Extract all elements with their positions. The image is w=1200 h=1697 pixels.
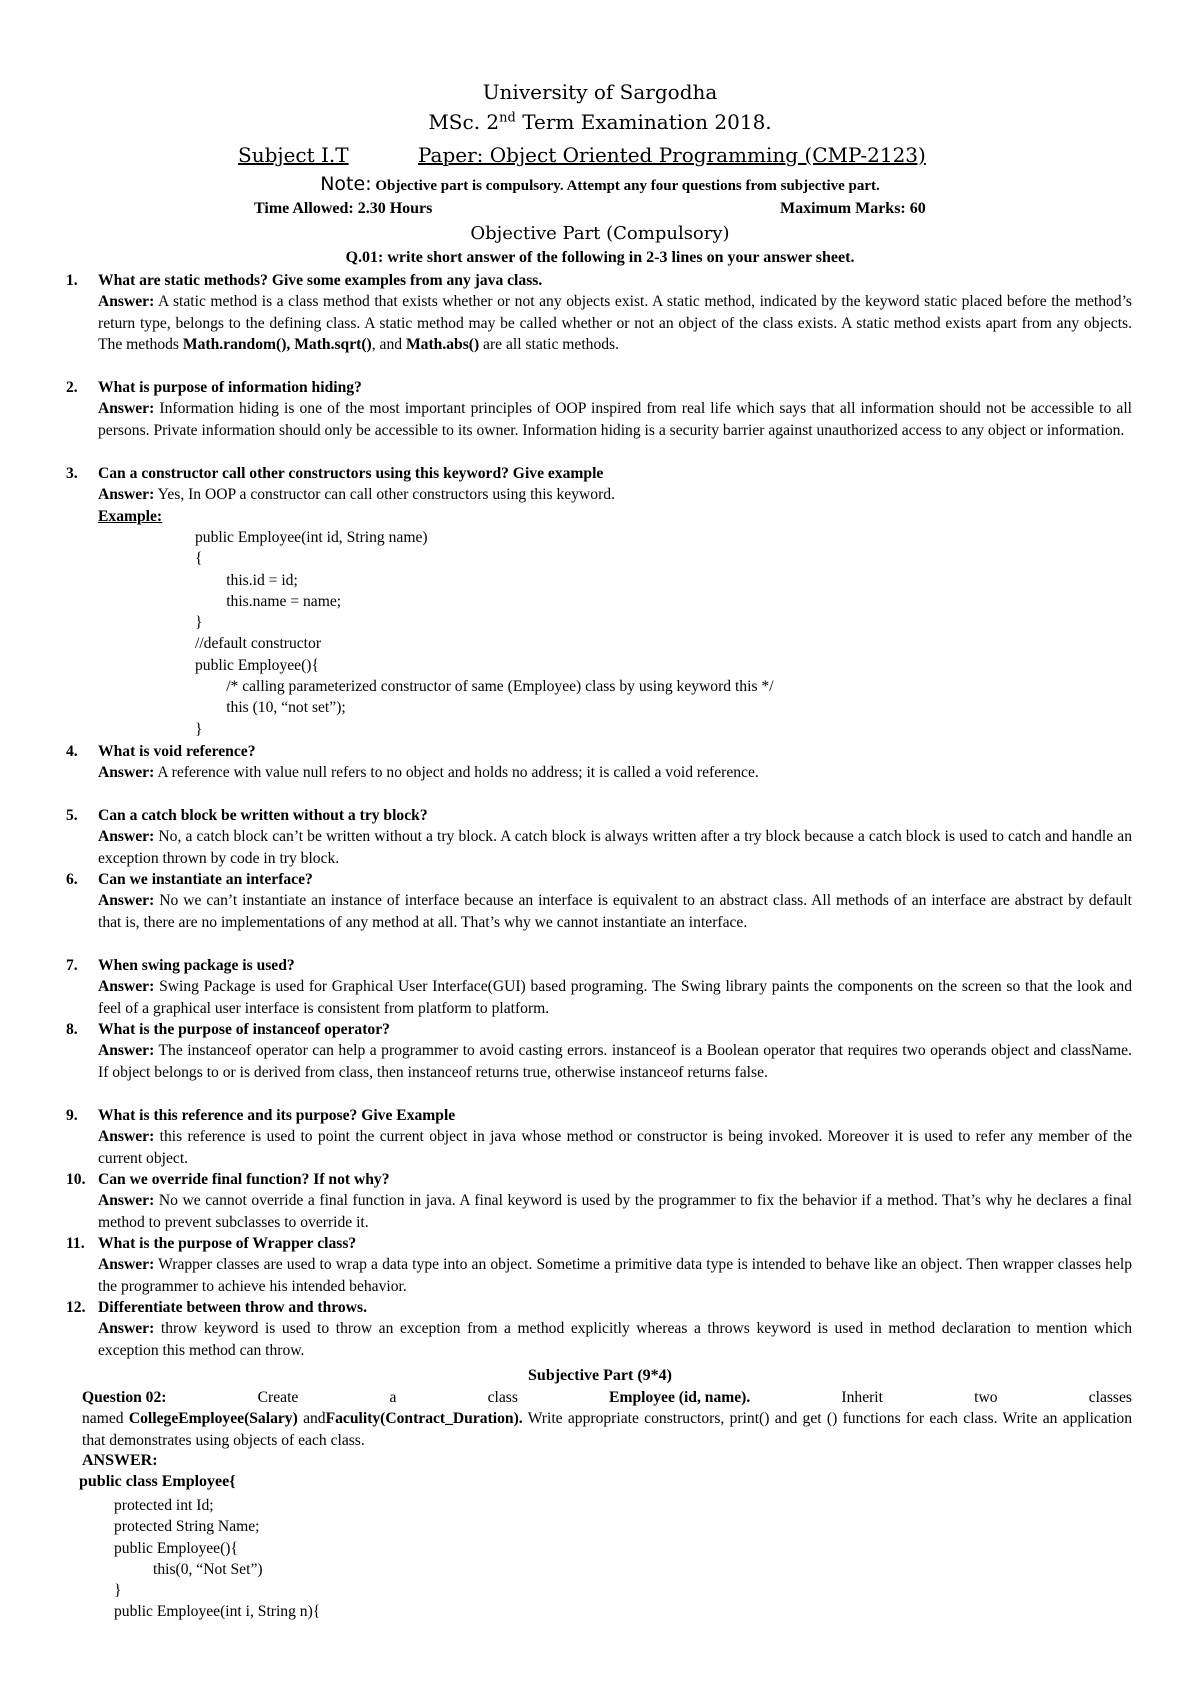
code-example-constructor (195, 527, 774, 740)
answer-text (98, 762, 1132, 783)
question-02 (82, 1387, 1132, 1451)
answer-text (98, 484, 1132, 505)
answer-label: Answer: (98, 1192, 155, 1210)
note-line (0, 173, 1200, 195)
question-text: Can a catch block be written without a try block? (98, 807, 428, 824)
answer-text (98, 1126, 1132, 1169)
answer-text (98, 976, 1132, 1019)
answer-label: Answer: (98, 764, 155, 782)
answer-label: Answer: (98, 293, 155, 311)
answer-body: No we can’t instantiate an instance of interface because an interface is equivalent to an abstract class. All methods of an interface are abstract by default that is, there are no implementations of any method at all. That’s why we cannot instantiate an interface. (98, 892, 1132, 931)
question-heading (66, 1105, 1132, 1126)
answer-body: No, a catch block can’t be written without a try block. A catch block is always written after a try block because a catch block is used to catch and handle an exception thrown by code in try block. (98, 828, 1132, 867)
q2-word: classes (1088, 1389, 1132, 1406)
answer-text (98, 1254, 1132, 1297)
answer-end: are all static methods. (479, 335, 620, 353)
question-number: 8. (66, 1021, 78, 1038)
note-text: Objective part is compulsory. Attempt any four questions from subjective part. (371, 178, 880, 194)
q2-word: a (389, 1389, 397, 1406)
code-line: public Employee(){ (114, 1539, 238, 1557)
code-line: this.name = name; (195, 592, 342, 610)
q2-class-college: CollegeEmployee(Salary) (128, 1410, 298, 1428)
answer-body: this reference is used to point the current object in java whose method or constructor is being invoked. Moreover it is used to refer any member of the current object. (98, 1128, 1132, 1167)
subjective-part-title: Subjective Part (9*4) (528, 1367, 672, 1384)
term-prefix: MSc. 2 (428, 110, 500, 134)
example-label: Example: (98, 507, 163, 525)
code-line: this.id = id; (195, 571, 298, 589)
question-heading (66, 270, 1132, 291)
question-item (66, 1297, 1132, 1361)
question-text: When swing package is used? (98, 957, 295, 974)
question-heading (66, 463, 1132, 484)
answer-label: Answer: (98, 1042, 155, 1060)
answer-label: Answer: (98, 828, 155, 846)
term-superscript: nd (499, 110, 516, 126)
note-label: Note: (320, 173, 372, 195)
code-line: } (195, 720, 203, 738)
question-number: 3. (66, 465, 78, 482)
code-line: } (114, 1582, 122, 1600)
q2-text: named (82, 1410, 129, 1428)
question-heading (66, 1169, 1132, 1190)
subject-label: Subject I.T (238, 143, 349, 167)
answer-label: Answer: (98, 1128, 155, 1146)
q2-label: Question 02: (82, 1389, 167, 1406)
answer-body: No we cannot override a final function in java. A final keyword is used by the programmer to fix the behavior if a method. That’s why he declares a final method to prevent subclasses to override it. (98, 1192, 1132, 1231)
question-text: Can we instantiate an interface? (98, 871, 313, 888)
q2-body (82, 1408, 1132, 1451)
paper-label: Paper: Object Oriented Programming (CMP-2123) (418, 143, 926, 167)
question-text: What is the purpose of instanceof operator? (98, 1021, 390, 1038)
question-number: 9. (66, 1107, 78, 1124)
q2-class-faculity: Faculity(Contract_Duration). (325, 1410, 523, 1428)
question-heading (66, 1297, 1132, 1318)
answer-bold-method: Math.abs() (405, 335, 480, 353)
code-line: public Employee(int id, String name) (195, 529, 428, 546)
class-declaration: public class Employee{ (79, 1473, 236, 1490)
answer-label: Answer: (98, 892, 155, 910)
answer-body: The instanceof operator can help a programmer to avoid casting errors. instanceof is a Boolean operator that requires two operands object and className. If object belongs to or is derived from class, then instanceof returns true, otherwise instanceof returns false. (98, 1042, 1132, 1081)
question-heading (66, 955, 1132, 976)
answer-label: Answer: (98, 486, 155, 504)
question-item (66, 1169, 1132, 1233)
q2-word: class (487, 1389, 518, 1406)
question-heading (66, 805, 1132, 826)
time-allowed: Time Allowed: 2.30 Hours (254, 200, 433, 217)
question-number: 4. (66, 743, 78, 760)
question-number: 2. (66, 379, 78, 396)
code-line: public Employee(){ (195, 656, 319, 674)
question-text: Differentiate between throw and throws. (98, 1299, 367, 1316)
answer-body: Information hiding is one of the most important principles of OOP inspired from real life which says that all information should not be accessible to all persons. Private information should only be accessible to its owner. Information hiding is a security barrier against unauthorized access to any object or information. (98, 400, 1132, 439)
answer-text (98, 1318, 1132, 1361)
question-item (66, 1019, 1132, 1083)
university-title: University of Sargodha (482, 80, 718, 104)
question-heading (66, 741, 1132, 762)
question-heading (66, 1233, 1132, 1254)
answer-body: A static method is a class method that exists whether or not any objects exist. A static method, indicated by the keyword static placed before the method’s return type, belongs to the defining class. A static method may be called whether or not an object of the class exists. A static method exists apart from any objects. The methods (98, 293, 1132, 353)
question-item (66, 1233, 1132, 1297)
q01-instruction: Q.01: write short answer of the following in 2-3 lines on your answer sheet. (345, 249, 855, 266)
answer-body: Yes, In OOP a constructor can call other constructors using this keyword. (154, 486, 615, 504)
q2-text: and (297, 1410, 326, 1428)
answer-label: Answer: (98, 978, 155, 996)
q2-word: two (974, 1389, 998, 1406)
answer-text (98, 1190, 1132, 1233)
question-heading (66, 1019, 1132, 1040)
answer-text (98, 1040, 1132, 1083)
question-text: What are static methods? Give some examples from any java class. (98, 272, 543, 289)
answer-text (98, 826, 1132, 869)
answer-label: Answer: (98, 400, 155, 418)
answer-heading: ANSWER: (82, 1452, 158, 1469)
question-text: What is purpose of information hiding? (98, 379, 362, 396)
answer-text (98, 890, 1132, 933)
code-line: //default constructor (195, 635, 322, 653)
answer-body: Wrapper classes are used to wrap a data type into an object. Sometime a primitive data type is intended to behave like an object. Then wrapper classes help the programmer to achieve his intended behavior. (98, 1256, 1132, 1295)
question-heading (66, 869, 1132, 890)
question-item (66, 377, 1132, 441)
answer-label: Answer: (98, 1256, 155, 1274)
exam-term-title (0, 110, 1200, 134)
code-line: } (195, 614, 203, 632)
question-text: What is the purpose of Wrapper class? (98, 1235, 357, 1252)
code-line: { (195, 550, 203, 568)
question-number: 6. (66, 871, 78, 888)
question-item (66, 805, 1132, 869)
question-item (66, 463, 1132, 527)
answer-text (98, 291, 1132, 355)
question-text: Can a constructor call other constructors using this keyword? Give example (98, 465, 604, 482)
answer-joiner: , and (371, 335, 406, 353)
q2-first-line (82, 1387, 1132, 1408)
question-text: Can we override final function? If not why? (98, 1171, 390, 1188)
question-number: 7. (66, 957, 78, 974)
q2-class-name: Employee (id, name). (609, 1389, 751, 1406)
answer-text (98, 398, 1132, 441)
question-item (66, 741, 1132, 784)
code-line: public Employee(int i, String n){ (114, 1603, 321, 1621)
code-employee-class (114, 1495, 320, 1623)
question-number: 12. (66, 1299, 86, 1316)
code-line: this (10, “not set”); (195, 699, 346, 717)
question-number: 5. (66, 807, 78, 824)
maximum-marks: Maximum Marks: 60 (780, 200, 926, 217)
question-item (66, 869, 1132, 933)
code-line: protected int Id; (114, 1497, 214, 1514)
question-text: What is this reference and its purpose? Give Example (98, 1107, 456, 1124)
question-text: What is void reference? (98, 743, 256, 760)
q2-word: Create (257, 1389, 299, 1406)
answer-body: Swing Package is used for Graphical User Interface(GUI) based programing. The Swing library paints the components on the screen so that the look and feel of a graphical user interface is consistent from platform to platform. (98, 978, 1132, 1017)
question-number: 11. (66, 1235, 85, 1252)
question-number: 10. (66, 1171, 86, 1188)
question-heading (66, 377, 1132, 398)
answer-body: throw keyword is used to throw an exception from a method explicitly whereas a throws keyword is used in method declaration to mention which exception this method can throw. (98, 1320, 1132, 1359)
question-number: 1. (66, 272, 78, 289)
q2-text: Write appropriate constructors, print() and get () functions for each class. Write an application that demonstrates using objects of each class. (82, 1410, 1132, 1449)
objective-part-title: Objective Part (Compulsory) (470, 223, 730, 244)
code-line: protected String Name; (114, 1518, 260, 1536)
question-item (66, 270, 1132, 355)
q2-word: Inherit (841, 1389, 883, 1406)
answer-bold-methods: Math.random(), Math.sqrt() (182, 335, 372, 353)
code-line: /* calling parameterized constructor of same (Employee) class by using keyword this */ (195, 678, 774, 696)
term-suffix: Term Examination 2018. (515, 110, 772, 134)
answer-label: Answer: (98, 1320, 155, 1338)
code-line: this(0, “Not Set”) (114, 1560, 263, 1578)
question-item (66, 1105, 1132, 1169)
question-item (66, 955, 1132, 1019)
answer-body: A reference with value null refers to no object and holds no address; it is called a void reference. (154, 764, 759, 782)
